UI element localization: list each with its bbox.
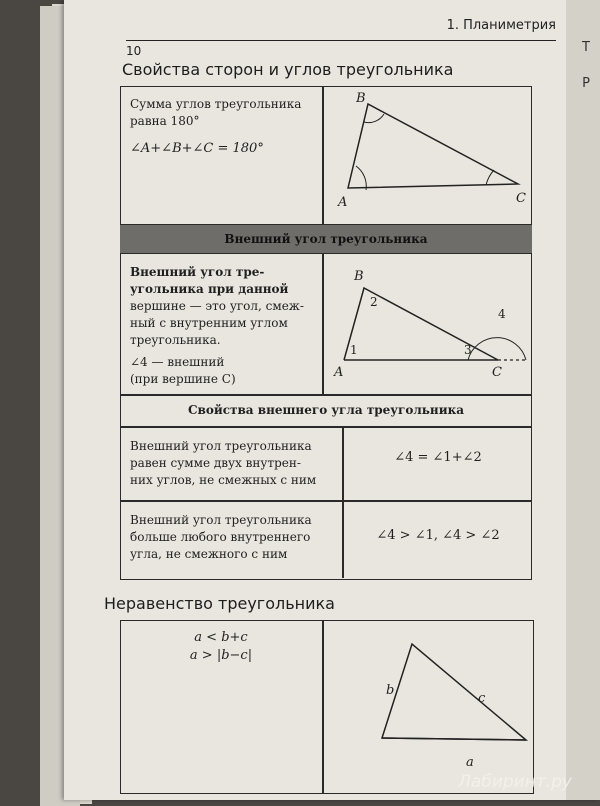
chapter-title: 1. Планиметрия — [446, 18, 556, 33]
property-row-1-text — [130, 438, 335, 489]
row2-line: Внешний угол треугольника — [130, 513, 312, 527]
row1-line: равен сумме двух внутрен- — [130, 456, 301, 470]
property-row-1-formula: ∠4 = ∠1+∠2 — [394, 450, 482, 465]
vertex-a-label: A — [334, 365, 344, 380]
book-page — [64, 0, 600, 800]
divider — [120, 394, 532, 396]
triangle-abc-exterior — [344, 288, 498, 360]
note-line-2: (при вершине C) — [130, 372, 236, 386]
angle-2-label: 2 — [370, 295, 378, 309]
next-page-letter-mid: Р — [582, 76, 590, 91]
exterior-angle-band — [120, 224, 532, 254]
triangle-abc — [348, 104, 518, 188]
watermark: Лабиринт.ру — [458, 772, 572, 792]
running-head — [126, 18, 556, 41]
row2-line: больше любого внутреннего — [130, 530, 311, 544]
angle-4-label: 4 — [498, 307, 506, 321]
angle-sum-formula: ∠A+∠B+∠C = 180° — [130, 141, 264, 156]
next-page-edge — [566, 0, 600, 800]
divider — [120, 426, 532, 428]
vertex-c-label: C — [516, 191, 526, 206]
angle-3-label: 3 — [464, 343, 472, 357]
triangle-abc-diagram — [326, 88, 526, 224]
properties-heading: Свойства внешнего угла треугольника — [187, 403, 465, 417]
exterior-angle-note — [130, 354, 236, 388]
angle-a-arc — [356, 166, 366, 190]
divider — [322, 86, 324, 226]
inequality-formula-1: a < b+c — [194, 630, 248, 645]
def-line: угольника при данной — [130, 282, 289, 296]
angle-sum-line-1: Сумма углов треугольника — [130, 97, 302, 111]
angle-sum-line-2: равна 180° — [130, 114, 200, 128]
angle-b-arc — [364, 114, 384, 123]
section-title-triangle-inequality: Неравенство треугольника — [104, 594, 335, 613]
inequality-formula-2: a > |b−c| — [189, 648, 253, 663]
angle-c-arc — [486, 170, 494, 185]
vertex-c-label: C — [492, 365, 502, 380]
row1-line: них углов, не смежных с ним — [130, 473, 317, 487]
row1-line: Внешний угол треугольника — [130, 439, 312, 453]
angle-sum-text — [130, 96, 310, 130]
vertex-b-label: B — [356, 91, 366, 106]
note-line-1: ∠4 — внешний — [130, 355, 225, 369]
row2-line: угла, не смежного с ним — [130, 547, 288, 561]
divider — [322, 620, 324, 794]
page-number: 10 — [126, 44, 142, 58]
section-title-sides-angles: Свойства сторон и углов треугольника — [122, 60, 454, 79]
divider — [120, 500, 532, 502]
divider — [322, 254, 324, 394]
exterior-angle-band-title: Внешний угол треугольника — [224, 232, 428, 246]
exterior-angle-diagram — [326, 262, 526, 390]
side-b-label: b — [386, 683, 395, 698]
triangle-sides — [382, 644, 526, 740]
side-a-label: a — [466, 755, 474, 770]
property-row-2-formula: ∠4 > ∠1, ∠4 > ∠2 — [376, 528, 500, 543]
side-a — [382, 738, 526, 740]
def-line: треугольника. — [130, 333, 221, 347]
next-page-letter-top: Т — [582, 40, 590, 55]
vertex-b-label: B — [354, 269, 364, 284]
def-line: Внешний угол тре- — [130, 265, 265, 279]
angle-1-label: 1 — [350, 343, 358, 357]
def-line: вершине — это угол, смеж- — [130, 299, 304, 313]
triangle-sides-diagram — [326, 628, 532, 788]
divider — [342, 426, 344, 578]
vertex-a-label: A — [338, 195, 348, 210]
side-c-label: c — [478, 691, 486, 706]
property-row-2-text — [130, 512, 335, 563]
exterior-angle-definition — [130, 264, 315, 349]
def-line: ный с внутренним углом — [130, 316, 288, 330]
